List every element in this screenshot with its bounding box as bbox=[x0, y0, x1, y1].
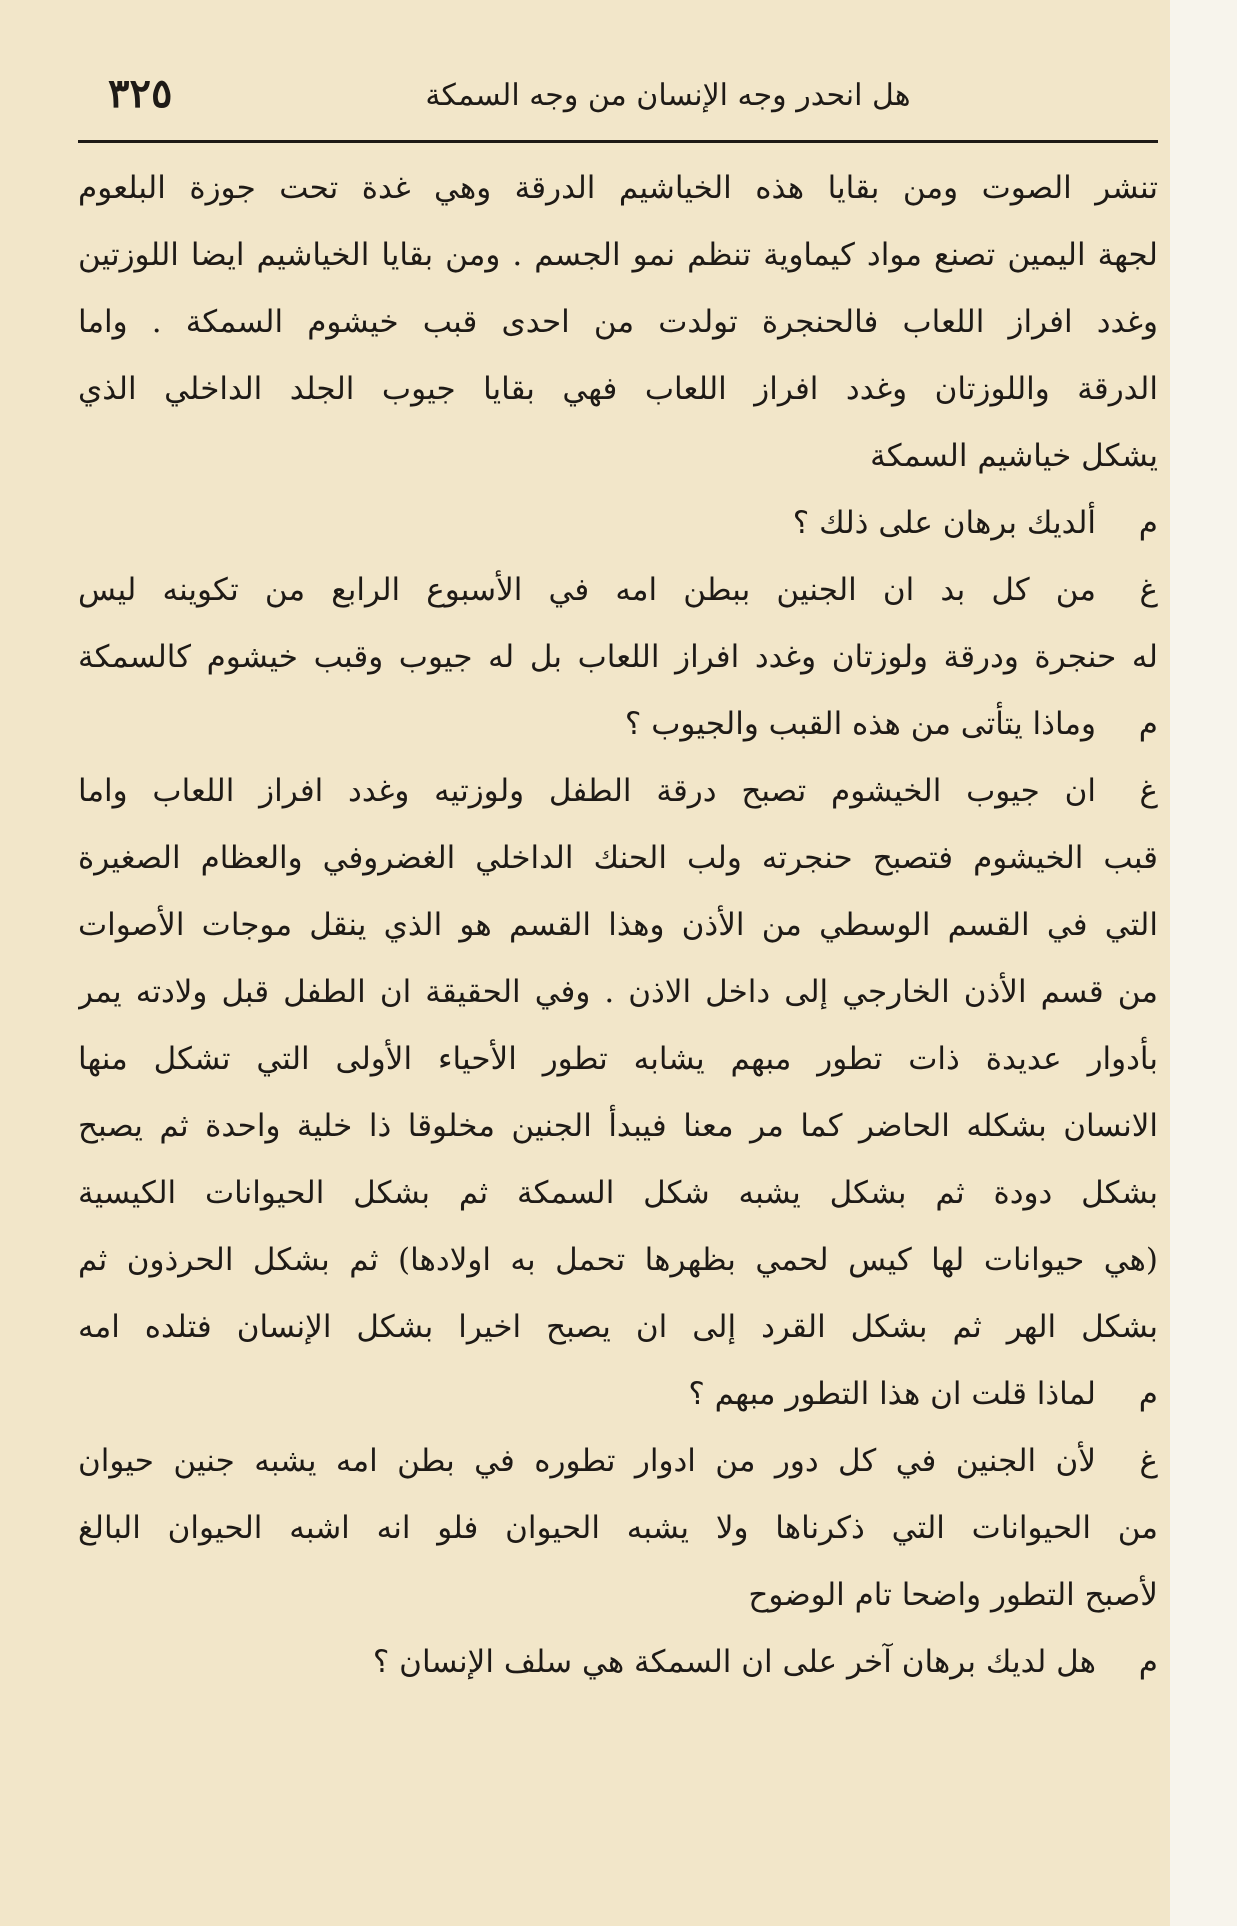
text-line: بشكل الهر ثم بشكل القرد إلى ان يصبح اخيرا بشكل الإنسان فتلده امه bbox=[78, 1309, 1158, 1345]
text-line: من الحيوانات التي ذكرناها ولا يشبه الحيوان فلو انه اشبه الحيوان البالغ bbox=[78, 1510, 1158, 1546]
speaker-marker: م bbox=[1138, 505, 1158, 541]
running-head: هل انحدر وجه الإنسان من وجه السمكة bbox=[425, 78, 911, 113]
question-line: ملماذا قلت ان هذا التطور مبهم ؟ bbox=[78, 1361, 1158, 1428]
question-line: موماذا يتأتى من هذه القبب والجيوب ؟ bbox=[78, 691, 1158, 758]
speaker-marker: غ bbox=[1139, 572, 1158, 608]
text-line: لأصبح التطور واضحا تام الوضوح bbox=[748, 1577, 1158, 1613]
text-line: يشكل خياشيم السمكة bbox=[870, 438, 1158, 474]
speaker-marker: غ bbox=[1139, 773, 1158, 809]
text-line: تنشر الصوت ومن بقايا هذه الخياشيم الدرقة وهي غدة تحت جوزة البلعوم bbox=[78, 170, 1158, 206]
scan-margin bbox=[1170, 0, 1237, 1926]
text-line: من قسم الأذن الخارجي إلى داخل الاذن . وفي الحقيقة ان الطفل قبل ولادته يمر bbox=[78, 974, 1158, 1010]
answer-line: غان جيوب الخيشوم تصبح درقة الطفل ولوزتيه وغدد افراز اللعاب واما bbox=[78, 758, 1158, 825]
speaker-marker: غ bbox=[1139, 1443, 1158, 1479]
speaker-marker: م bbox=[1138, 706, 1158, 742]
page-header bbox=[78, 70, 1158, 130]
answer-line: غمن كل بد ان الجنين ببطن امه في الأسبوع الرابع من تكوينه ليس bbox=[78, 557, 1158, 624]
speaker-marker: م bbox=[1138, 1644, 1158, 1680]
text-line: له حنجرة ودرقة ولوزتان وغدد افراز اللعاب بل له جيوب وقبب خيشوم كالسمكة bbox=[78, 639, 1158, 675]
answer-line: غلأن الجنين في كل دور من ادوار تطوره في بطن امه يشبه جنين حيوان bbox=[78, 1428, 1158, 1495]
text-line: بأدوار عديدة ذات تطور مبهم يشابه تطور الأحياء الأولى التي تشكل منها bbox=[78, 1041, 1158, 1077]
text-line: (هي حيوانات لها كيس لحمي بظهرها تحمل به اولادها) ثم بشكل الحرذون ثم bbox=[78, 1242, 1158, 1278]
text-line: الانسان بشكله الحاضر كما مر معنا فيبدأ الجنين مخلوقا ذا خلية واحدة ثم يصبح bbox=[78, 1108, 1158, 1144]
text-line: قبب الخيشوم فتصبح حنجرته ولب الحنك الداخلي الغضروفي والعظام الصغيرة bbox=[78, 840, 1158, 876]
text-line: بشكل دودة ثم بشكل يشبه شكل السمكة ثم بشكل الحيوانات الكيسية bbox=[78, 1175, 1158, 1211]
page-number: ٣٢٥ bbox=[108, 70, 173, 117]
speaker-marker: م bbox=[1138, 1376, 1158, 1412]
page-body bbox=[78, 155, 1158, 1696]
text-line: الدرقة واللوزتان وغدد افراز اللعاب فهي بقايا جيوب الجلد الداخلي الذي bbox=[78, 371, 1158, 407]
text-line: وغدد افراز اللعاب فالحنجرة تولدت من احدى قبب خيشوم السمكة . واما bbox=[78, 304, 1158, 340]
text-line: التي في القسم الوسطي من الأذن وهذا القسم هو الذي ينقل موجات الأصوات bbox=[78, 907, 1158, 943]
question-line: مألديك برهان على ذلك ؟ bbox=[78, 490, 1158, 557]
text-line: لجهة اليمين تصنع مواد كيماوية تنظم نمو الجسم . ومن بقايا الخياشيم ايضا اللوزتين bbox=[78, 237, 1158, 273]
header-rule bbox=[78, 140, 1158, 143]
question-line: مهل لديك برهان آخر على ان السمكة هي سلف الإنسان ؟ bbox=[78, 1629, 1158, 1696]
